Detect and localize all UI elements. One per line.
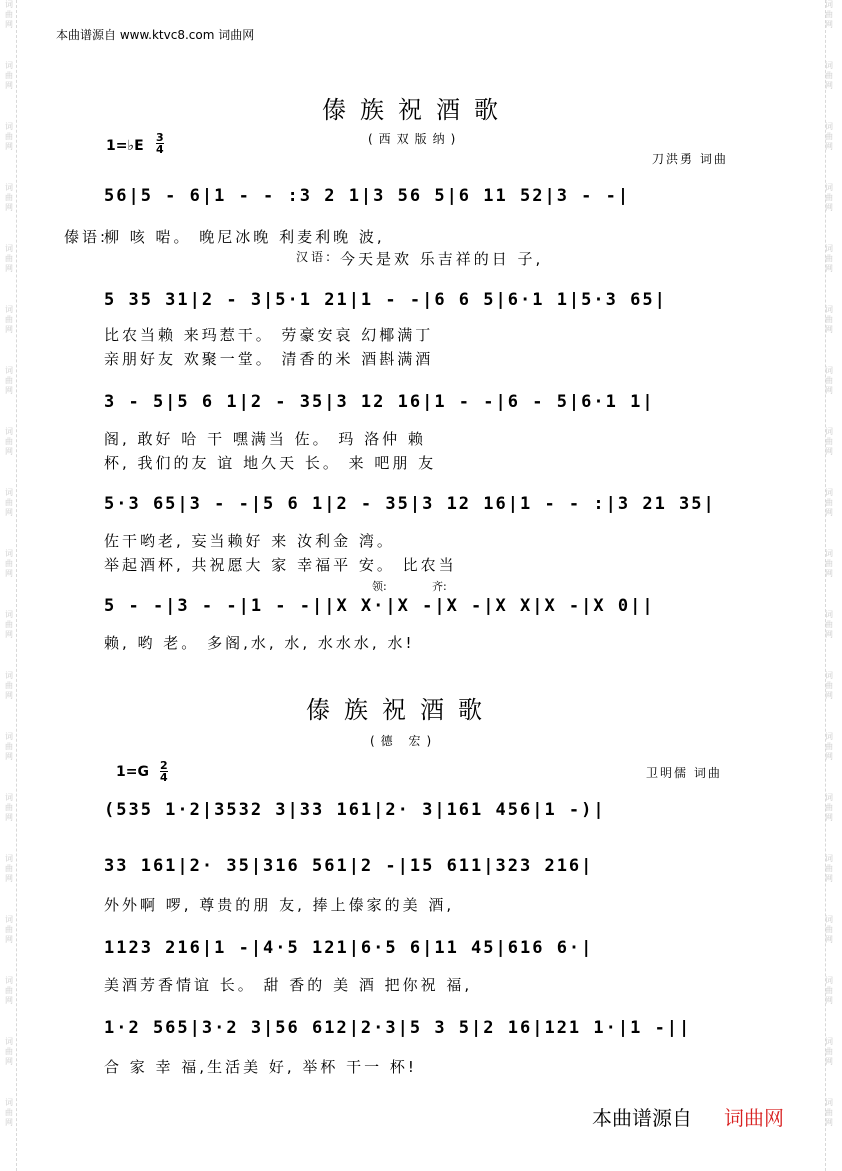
song1-lyric-line-1a: 柳 咳 啱。 晚尼冰晚 利麦利晚 波,: [104, 228, 385, 246]
song1-notes-line-4: 5·3 65|3 - -|5 6 1|2 - 35|3 12 16|1 - - :|3 21 35|: [104, 494, 716, 514]
song1-lyric-line-2a: 比农当赖 来玛惹干。 劳豪安哀 幻椰满丁: [104, 326, 434, 344]
song1-notes-line-5: 5 - -|3 - -|1 - -||X X·|X -|X -|X X|X -|X 0||: [104, 596, 655, 616]
song2-credit: 卫明儒 词曲: [646, 766, 722, 780]
song2-notes-line-3: 1123 216|1 -|4·5 121|6·5 6|11 45|616 6·|: [104, 938, 594, 958]
song1-chorus-label: 齐:: [432, 580, 447, 593]
song1-notes-line-1: 56|5 - 6|1 - - :3 2 1|3 56 5|6 11 52|3 - -|: [104, 186, 631, 206]
song2-lyric-line-2: 外外啊 啰, 尊贵的朋 友, 捧上傣家的美 酒,: [104, 896, 455, 914]
song2-subtitle: (德 宏): [370, 734, 438, 748]
song1-lyric-line-3b: 杯, 我们的友 谊 地久天 长。 来 吧朋 友: [104, 454, 437, 472]
song2-lyric-line-3: 美酒芳香情谊 长。 甜 香的 美 酒 把你祝 福,: [104, 976, 473, 994]
song1-lyric-line-4a: 佐干哟老, 妄当赖好 来 汝利金 湾。: [104, 532, 395, 550]
source-header: 本曲谱源自 www.ktvc8.com 词曲网: [56, 28, 255, 42]
footer-source-label: 本曲谱源自: [592, 1106, 692, 1130]
footer-site-name[interactable]: 词曲网: [724, 1106, 784, 1130]
song2-key: 1=G: [116, 764, 149, 780]
song2-lyric-line-4: 合 家 幸 福,生活美 好, 举杯 干一 杯!: [104, 1058, 417, 1076]
song1-lead-label: 领:: [372, 580, 387, 593]
song1-title: 傣族祝酒歌: [322, 96, 512, 124]
song1-notes-line-3: 3 - 5|5 6 1|2 - 35|3 12 16|1 - -|6 - 5|6·1 1|: [104, 392, 655, 412]
song2-notes-line-1: (535 1·2|3532 3|33 161|2· 3|161 456|1 -)|: [104, 800, 606, 820]
song2-notes-line-2: 33 161|2· 35|316 561|2 -|15 611|323 216|: [104, 856, 594, 876]
song1-lyric-label-dai: 傣语:: [64, 228, 109, 246]
song1-lyric-line-2b: 亲朋好友 欢聚一堂。 清香的米 酒斟满酒: [104, 350, 434, 368]
song1-lyric-line-4b: 举起酒杯, 共祝愿大 家 幸福平 安。 比农当: [104, 556, 457, 574]
song2-notes-line-4: 1·2 565|3·2 3|56 612|2·3|5 3 5|2 16|121 1·|1 -||: [104, 1018, 692, 1038]
song2-title: 傣族祝酒歌: [306, 696, 496, 724]
song1-lyric-label-han: 汉语:: [296, 250, 334, 264]
left-border-line: [16, 0, 17, 1171]
song1-time-signature: 3 4: [156, 131, 164, 156]
song1-notes-line-2: 5 35 31|2 - 3|5·1 21|1 - -|6 6 5|6·1 1|5·3 65|: [104, 290, 667, 310]
song1-lyric-line-1b: 今天是欢 乐吉祥的日 子,: [340, 250, 544, 268]
song1-lyric-line-3a: 阁, 敢好 哈 干 嘿满当 佐。 玛 洛仲 赖: [104, 430, 426, 448]
song1-subtitle: (西双版纳): [368, 132, 462, 146]
left-watermark: 词 曲 网 词 曲 网 词 曲 网 词 曲 网 词 曲 网 词 曲 网 词 曲 网 词 曲 网 词 曲 网 词 曲 网 词 曲 网 词 曲 网 词 曲 网 词 曲 网 词 曲 网 词 曲 网 词 曲 网 词 曲 网 词 曲 网: [5, 0, 13, 1127]
right-watermark: 词 曲 网 词 曲 网 词 曲 网 词 曲 网 词 曲 网 词 曲 网 词 曲 网 词 曲 网 词 曲 网 词 曲 网 词 曲 网 词 曲 网 词 曲 网 词 曲 网 词 曲 网 词 曲 网 词 曲 网 词 曲 网 词 曲 网: [825, 0, 833, 1127]
song1-lyric-line-5a: 赖, 哟 老。 多阁,水, 水, 水水水, 水!: [104, 634, 415, 652]
song1-credit: 刀洪勇 词曲: [652, 152, 728, 166]
song2-time-signature: 2 4: [160, 759, 168, 784]
song1-key: 1=♭E: [106, 138, 144, 154]
